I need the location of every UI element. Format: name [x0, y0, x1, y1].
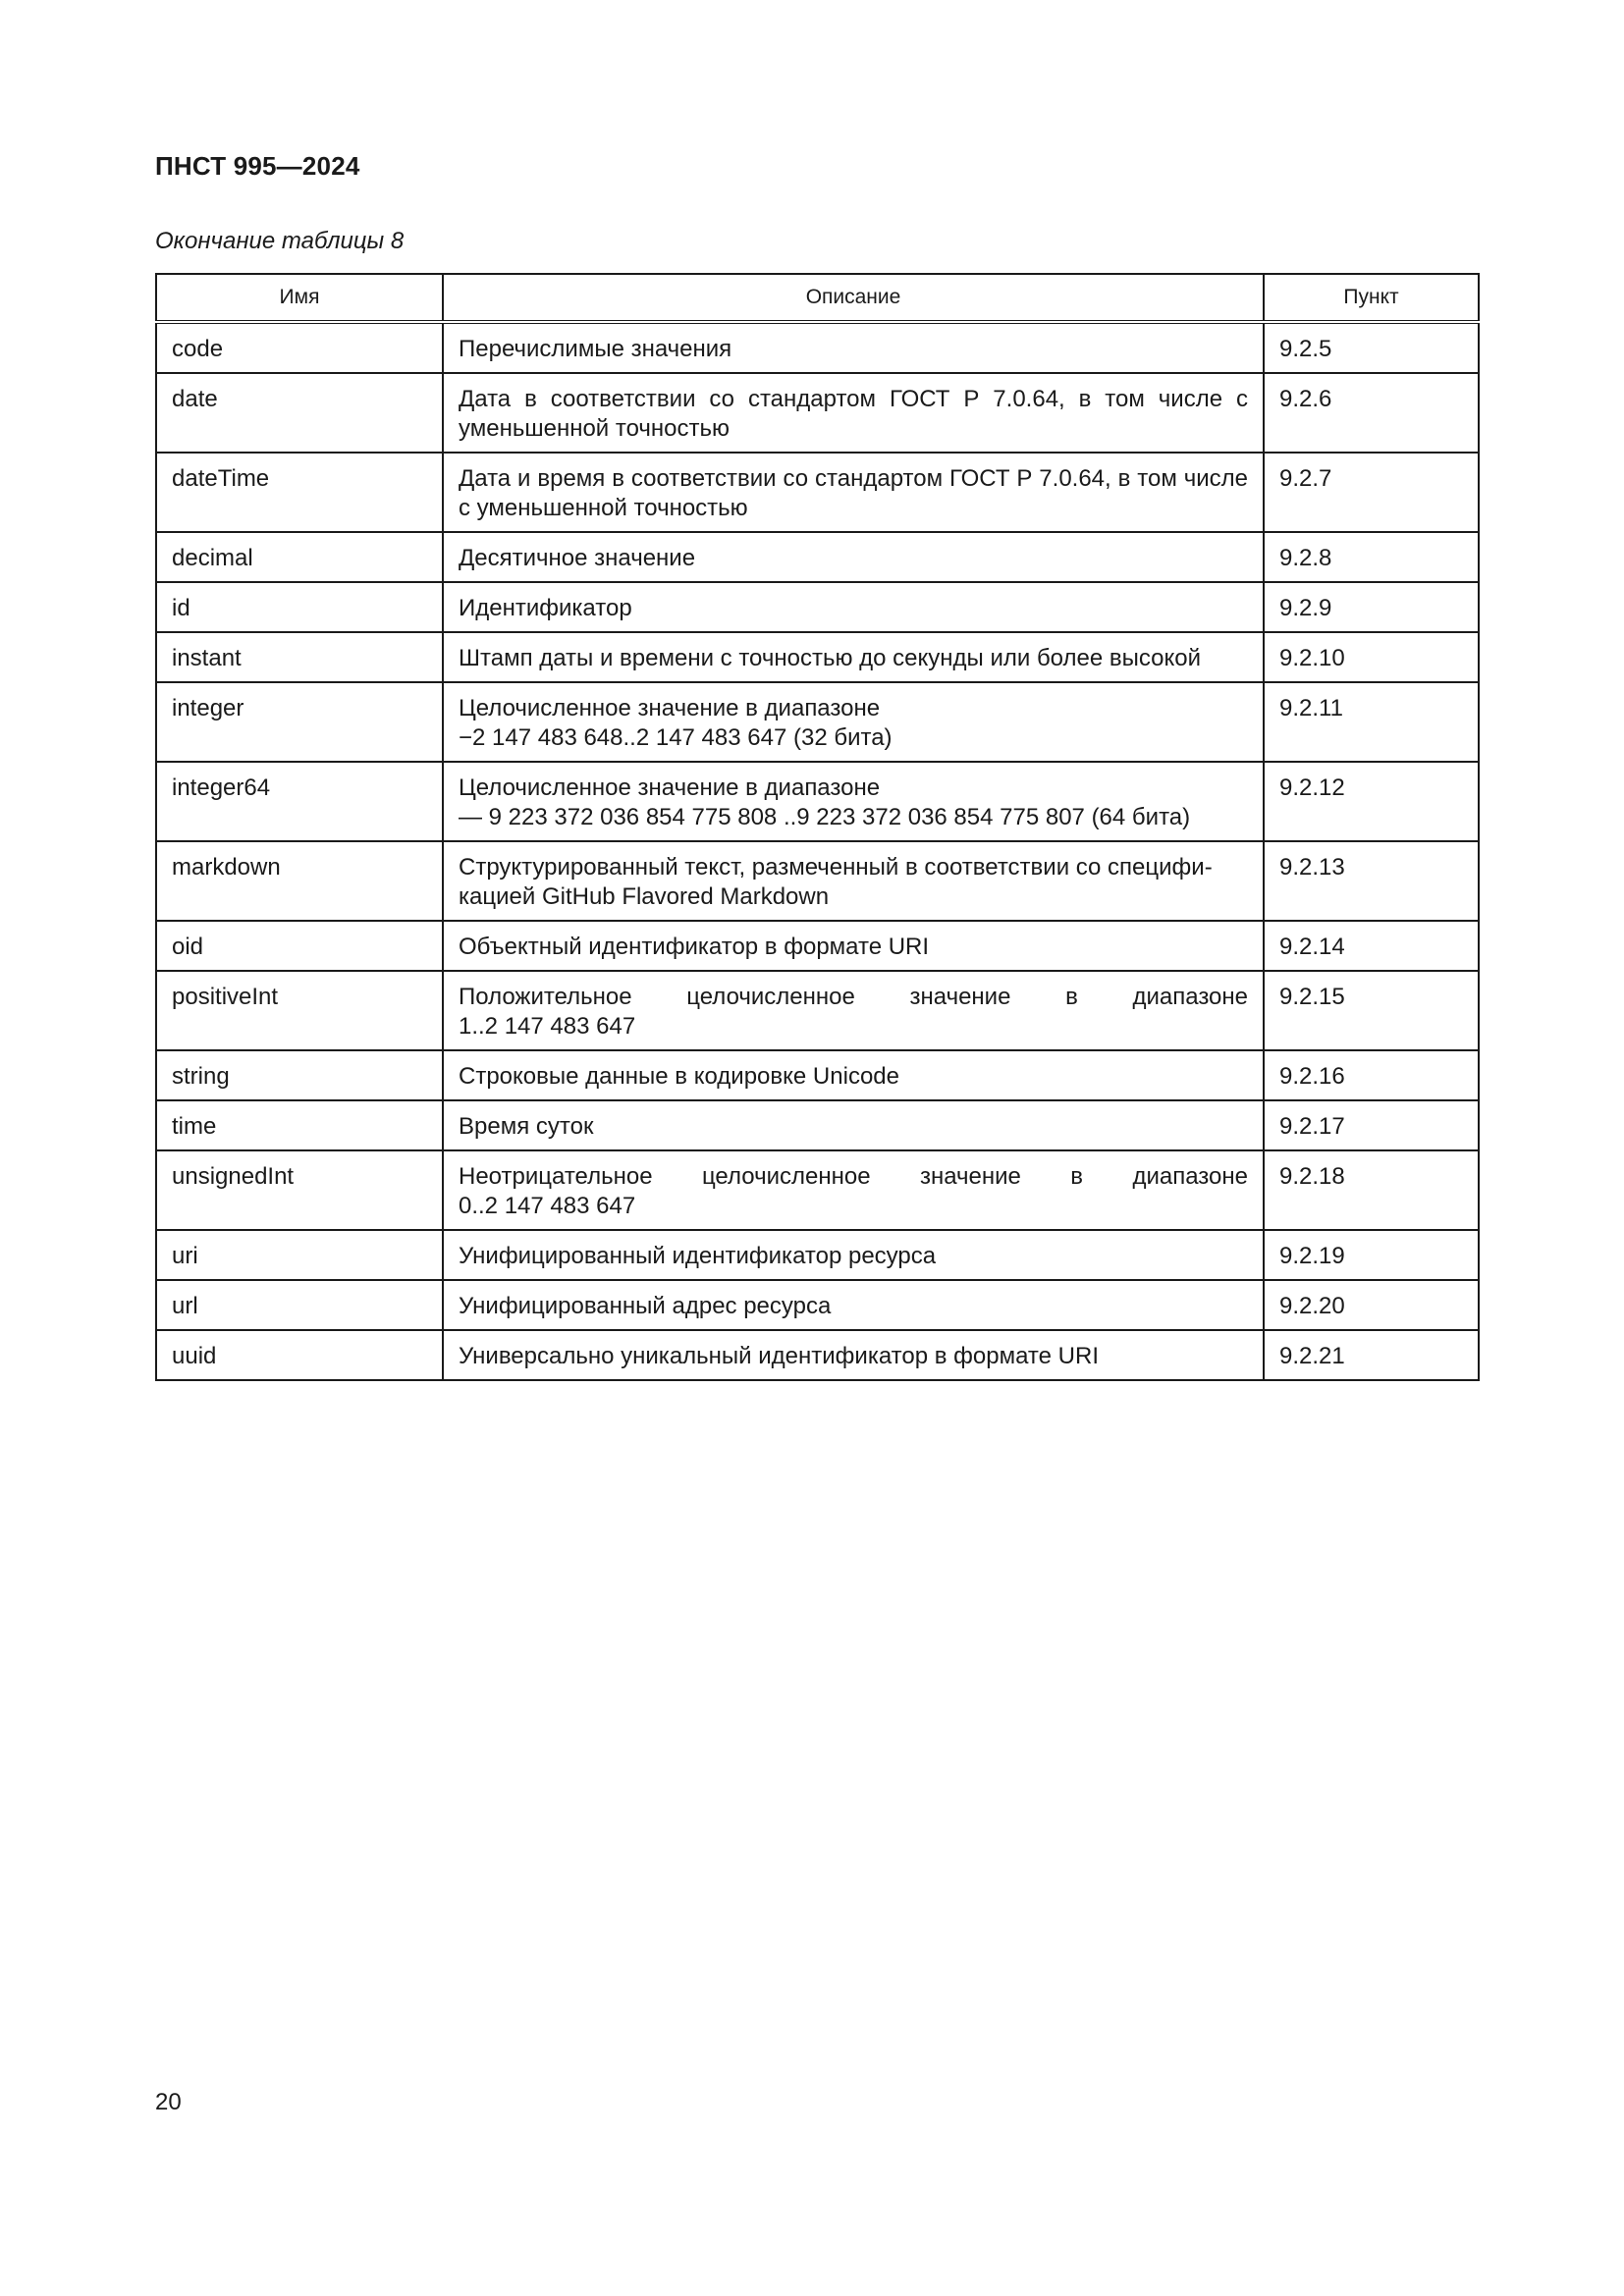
table-caption: Окончание таблицы 8 [155, 228, 405, 254]
cell-name: decimal [156, 532, 443, 582]
table-row [156, 1150, 1479, 1230]
cell-section: 9.2.11 [1264, 682, 1479, 762]
description-line: Целочисленное значение в диапазоне [459, 695, 881, 721]
cell-name: instant [156, 632, 443, 682]
description-line: кацией GitHub Flavored Markdown [459, 883, 830, 910]
description-line: Объектный идентификатор в формате URI [459, 934, 930, 960]
table-row [156, 921, 1479, 971]
cell-description [443, 582, 1264, 632]
cell-section: 9.2.15 [1264, 971, 1479, 1050]
cell-section: 9.2.12 [1264, 762, 1479, 841]
description-line: Унифицированный идентификатор ресурса [459, 1243, 937, 1269]
cell-section: 9.2.16 [1264, 1050, 1479, 1100]
cell-description [443, 632, 1264, 682]
cell-description [443, 1150, 1264, 1230]
cell-section: 9.2.6 [1264, 373, 1479, 453]
table-row [156, 971, 1479, 1050]
cell-description [443, 841, 1264, 921]
table-row [156, 762, 1479, 841]
cell-description [443, 373, 1264, 453]
cell-section: 9.2.21 [1264, 1330, 1479, 1380]
cell-description [443, 1050, 1264, 1100]
table-row [156, 453, 1479, 532]
description-line: Неотрицательное целочисленное значение в диапазоне [459, 1163, 1248, 1190]
description-line: 1..2 147 483 647 [459, 1013, 636, 1040]
table-row [156, 373, 1479, 453]
table-row [156, 532, 1479, 582]
description-line: Десятичное значение [459, 545, 696, 571]
description-line: — 9 223 372 036 854 775 808 ..9 223 372 036 854 775 807 (64 бита) [459, 804, 1191, 830]
table-row [156, 841, 1479, 921]
cell-section: 9.2.20 [1264, 1280, 1479, 1330]
cell-name: uri [156, 1230, 443, 1280]
description-line: Универсально уникальный идентификатор в формате URI [459, 1343, 1099, 1369]
cell-section: 9.2.13 [1264, 841, 1479, 921]
cell-name: uuid [156, 1330, 443, 1380]
table-header-row [156, 274, 1479, 322]
description-line: Строковые данные в кодировке Unicode [459, 1063, 899, 1090]
description-line: Положительное целочисленное значение в диапазоне [459, 984, 1248, 1010]
table-row [156, 1230, 1479, 1280]
cell-section: 9.2.10 [1264, 632, 1479, 682]
table-row [156, 1330, 1479, 1380]
cell-section: 9.2.5 [1264, 322, 1479, 373]
description-line: Время суток [459, 1113, 594, 1140]
cell-name: markdown [156, 841, 443, 921]
description-line: Дата в соответствии со стандартом ГОСТ Р 7.0.64, в том числе с уменьшенной точностью [459, 386, 1248, 442]
document-code: ПНСТ 995—2024 [155, 151, 360, 181]
table-row [156, 322, 1479, 373]
cell-description [443, 971, 1264, 1050]
description-line: 0..2 147 483 647 [459, 1193, 636, 1219]
table-row [156, 682, 1479, 762]
cell-name: id [156, 582, 443, 632]
table-body [156, 322, 1479, 1380]
description-line: Структурированный текст, размеченный в соответствии со специфи- [459, 854, 1213, 881]
table-row [156, 632, 1479, 682]
cell-section: 9.2.8 [1264, 532, 1479, 582]
cell-description [443, 453, 1264, 532]
data-types-table [155, 273, 1480, 1381]
cell-name: oid [156, 921, 443, 971]
cell-description [443, 682, 1264, 762]
cell-section: 9.2.9 [1264, 582, 1479, 632]
description-line: Перечислимые значения [459, 336, 732, 362]
cell-name: unsignedInt [156, 1150, 443, 1230]
cell-name: integer64 [156, 762, 443, 841]
column-header-description: Описание [443, 274, 1264, 322]
cell-description [443, 532, 1264, 582]
cell-description [443, 921, 1264, 971]
cell-name: time [156, 1100, 443, 1150]
description-line: Дата и время в соответствии со стандартом ГОСТ Р 7.0.64, в том числе с уменьшенной точностью [459, 465, 1248, 521]
cell-name: string [156, 1050, 443, 1100]
cell-name: date [156, 373, 443, 453]
cell-description [443, 1330, 1264, 1380]
table-row [156, 1100, 1479, 1150]
description-line: Идентификатор [459, 595, 632, 621]
cell-description [443, 1230, 1264, 1280]
cell-section: 9.2.7 [1264, 453, 1479, 532]
description-line: Штамп даты и времени с точностью до секунды или более высокой [459, 645, 1202, 671]
cell-name: integer [156, 682, 443, 762]
table-row [156, 582, 1479, 632]
cell-name: positiveInt [156, 971, 443, 1050]
table-row [156, 1050, 1479, 1100]
description-line: Целочисленное значение в диапазоне [459, 774, 881, 801]
column-header-section: Пункт [1264, 274, 1479, 322]
cell-section: 9.2.14 [1264, 921, 1479, 971]
cell-section: 9.2.19 [1264, 1230, 1479, 1280]
cell-name: dateTime [156, 453, 443, 532]
cell-section: 9.2.18 [1264, 1150, 1479, 1230]
cell-name: url [156, 1280, 443, 1330]
cell-description [443, 322, 1264, 373]
cell-description [443, 762, 1264, 841]
table-row [156, 1280, 1479, 1330]
page-number: 20 [155, 2089, 182, 2115]
description-line: Унифицированный адрес ресурса [459, 1293, 832, 1319]
cell-description [443, 1100, 1264, 1150]
description-line: −2 147 483 648..2 147 483 647 (32 бита) [459, 724, 893, 751]
cell-section: 9.2.17 [1264, 1100, 1479, 1150]
column-header-name: Имя [156, 274, 443, 322]
cell-description [443, 1280, 1264, 1330]
cell-name: code [156, 322, 443, 373]
